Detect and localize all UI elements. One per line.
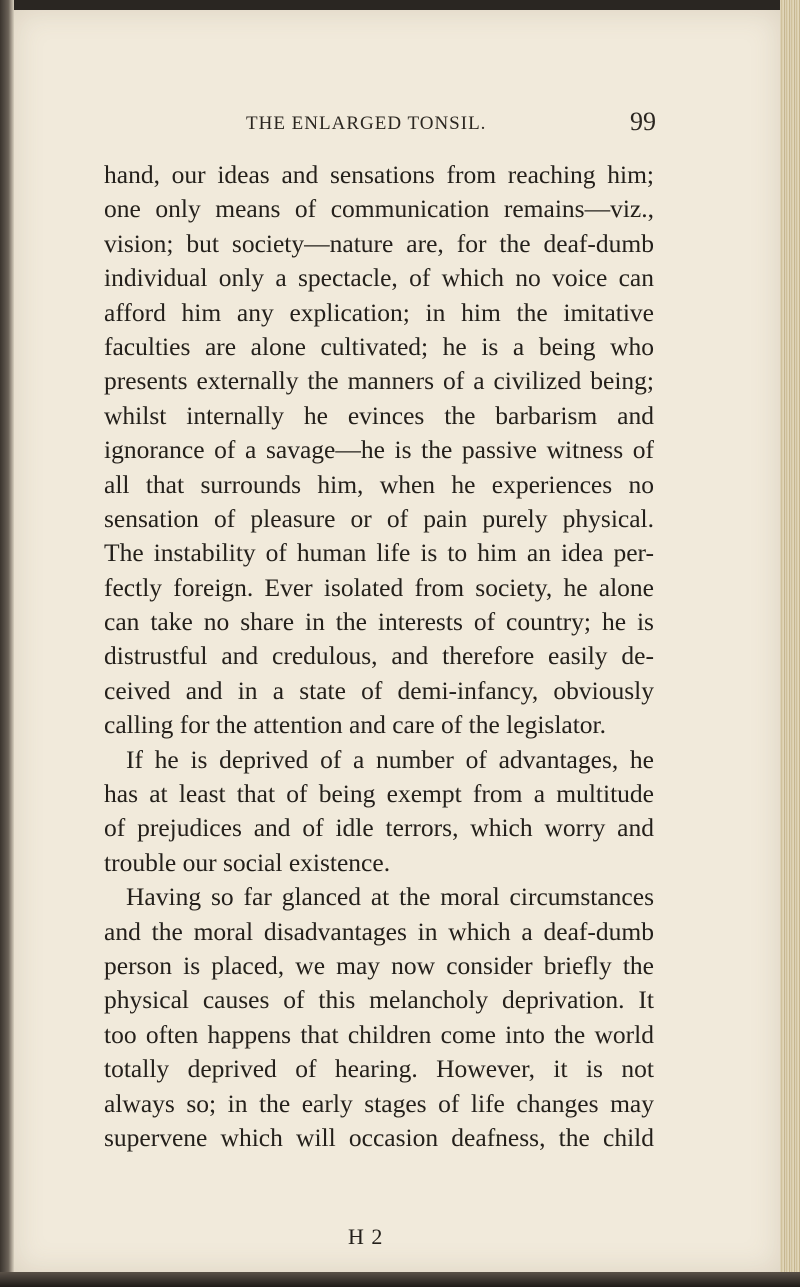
page-stack-edge — [780, 0, 800, 1287]
text-line: The instability of human life is to him an idea per- — [104, 538, 654, 568]
text-line: totally deprived of hearing. However, it is not — [104, 1054, 654, 1084]
book-bottom-edge — [0, 1272, 800, 1287]
text-line: person is placed, we may now consider briefly the — [104, 950, 654, 980]
text-line: can take no share in the interests of country; he is — [104, 607, 654, 637]
text-line: physical causes of this melancholy deprivation. It — [104, 985, 654, 1015]
text-line: calling for the attention and care of the legislator. — [104, 710, 607, 740]
text-line: always so; in the early stages of life changes may — [104, 1088, 654, 1118]
text-line: ignorance of a savage—he is the passive witness of — [104, 435, 654, 465]
text-line: afford him any explication; in him the imitative — [104, 297, 654, 327]
text-line: presents externally the manners of a civilized being; — [104, 366, 654, 396]
text-line: fectly foreign. Ever isolated from society, he alone — [104, 572, 654, 602]
body-text — [104, 158, 654, 1155]
text-line: If he is deprived of a number of advantages, he — [126, 744, 654, 774]
text-line: vision; but society—nature are, for the deaf-dumb — [104, 228, 654, 258]
text-line: Having so far glanced at the moral circumstances — [126, 882, 654, 912]
text-line: trouble our social existence. — [104, 847, 391, 877]
text-line: individual only a spectacle, of which no voice can — [104, 263, 654, 293]
text-line: faculties are alone cultivated; he is a being who — [104, 331, 654, 361]
text-line: has at least that of being exempt from a multitude — [104, 779, 654, 809]
signature-mark: H 2 — [348, 1224, 384, 1249]
book-gutter-edge — [0, 0, 14, 1287]
text-line: sensation of pleasure or of pain purely physical. — [104, 503, 654, 533]
running-head — [246, 107, 656, 141]
text-line: of prejudices and of idle terrors, which worry and — [104, 813, 654, 843]
page-number: 99 — [630, 107, 656, 136]
text-line: ceived and in a state of demi-infancy, obviously — [104, 675, 654, 705]
text-line: supervene which will occasion deafness, the child — [104, 1122, 654, 1152]
text-line: too often happens that children come into the world — [104, 1019, 654, 1049]
text-line: whilst internally he evinces the barbarism and — [104, 400, 654, 430]
running-head-title: THE ENLARGED TONSIL. — [246, 113, 487, 134]
text-line: distrustful and credulous, and therefore easily de- — [104, 641, 654, 671]
text-line: hand, our ideas and sensations from reaching him; — [104, 160, 654, 189]
text-line: and the moral disadvantages in which a deaf-dumb — [104, 916, 654, 946]
text-line: all that surrounds him, when he experiences no — [104, 469, 654, 499]
text-line: one only means of communication remains—viz., — [104, 194, 654, 224]
